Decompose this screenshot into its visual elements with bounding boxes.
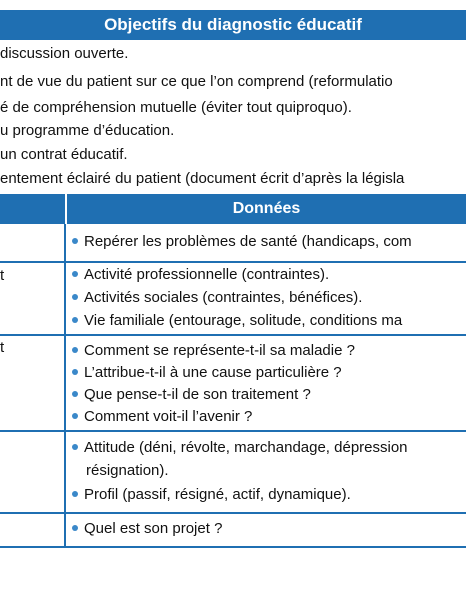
row-divider — [0, 430, 466, 432]
bullet-icon — [72, 317, 78, 323]
list-item: Quel est son projet ? — [72, 518, 222, 540]
list-item: Activités sociales (contraintes, bénéfices). — [72, 287, 362, 309]
bullet-icon — [72, 294, 78, 300]
list-item: Profil (passif, résigné, actif, dynamique). — [72, 484, 351, 506]
bullet-icon — [72, 413, 78, 419]
row-divider — [0, 512, 466, 514]
list-item: Repérer les problèmes de santé (handicaps, com — [72, 231, 412, 253]
row-label-fragment: t — [0, 267, 5, 284]
header-donnees: Données — [232, 200, 301, 217]
list-item: L’attribue-t-il à une cause particulière ? — [72, 362, 342, 384]
intro-line: nt de vue du patient sur ce que l’on comprend (reformulatio — [0, 73, 393, 90]
column-divider — [64, 224, 66, 548]
row-divider — [0, 546, 466, 548]
intro-line: un contrat éducatif. — [0, 146, 128, 163]
list-item-continuation: résignation). — [86, 462, 169, 479]
list-item: Comment voit-il l’avenir ? — [72, 406, 252, 428]
bullet-icon — [72, 491, 78, 497]
bullet-icon — [72, 347, 78, 353]
bullet-icon — [72, 238, 78, 244]
table-title: Objectifs du diagnostic éducatif — [0, 10, 466, 40]
list-item: Que pense-t-il de son traitement ? — [72, 384, 311, 406]
list-item: Comment se représente-t-il sa maladie ? — [72, 340, 355, 362]
row-label-fragment: t — [0, 339, 5, 356]
bullet-icon — [72, 444, 78, 450]
bullet-icon — [72, 525, 78, 531]
row-divider — [0, 334, 466, 336]
row-divider — [0, 261, 466, 263]
bullet-icon — [72, 369, 78, 375]
intro-line: u programme d’éducation. — [0, 122, 175, 139]
list-item: Vie familiale (entourage, solitude, conditions ma — [72, 310, 402, 332]
bullet-icon — [72, 271, 78, 277]
intro-line: é de compréhension mutuelle (éviter tout quiproquo). — [0, 99, 352, 116]
intro-line: discussion ouverte. — [0, 45, 129, 62]
bullet-icon — [72, 391, 78, 397]
list-item: Activité professionnelle (contraintes). — [72, 264, 329, 286]
intro-line: entement éclairé du patient (document écrit d’après la législa — [0, 170, 405, 187]
data-table — [0, 194, 466, 548]
list-item: Attitude (déni, révolte, marchandage, dépression — [72, 437, 408, 459]
table-header — [0, 194, 466, 224]
